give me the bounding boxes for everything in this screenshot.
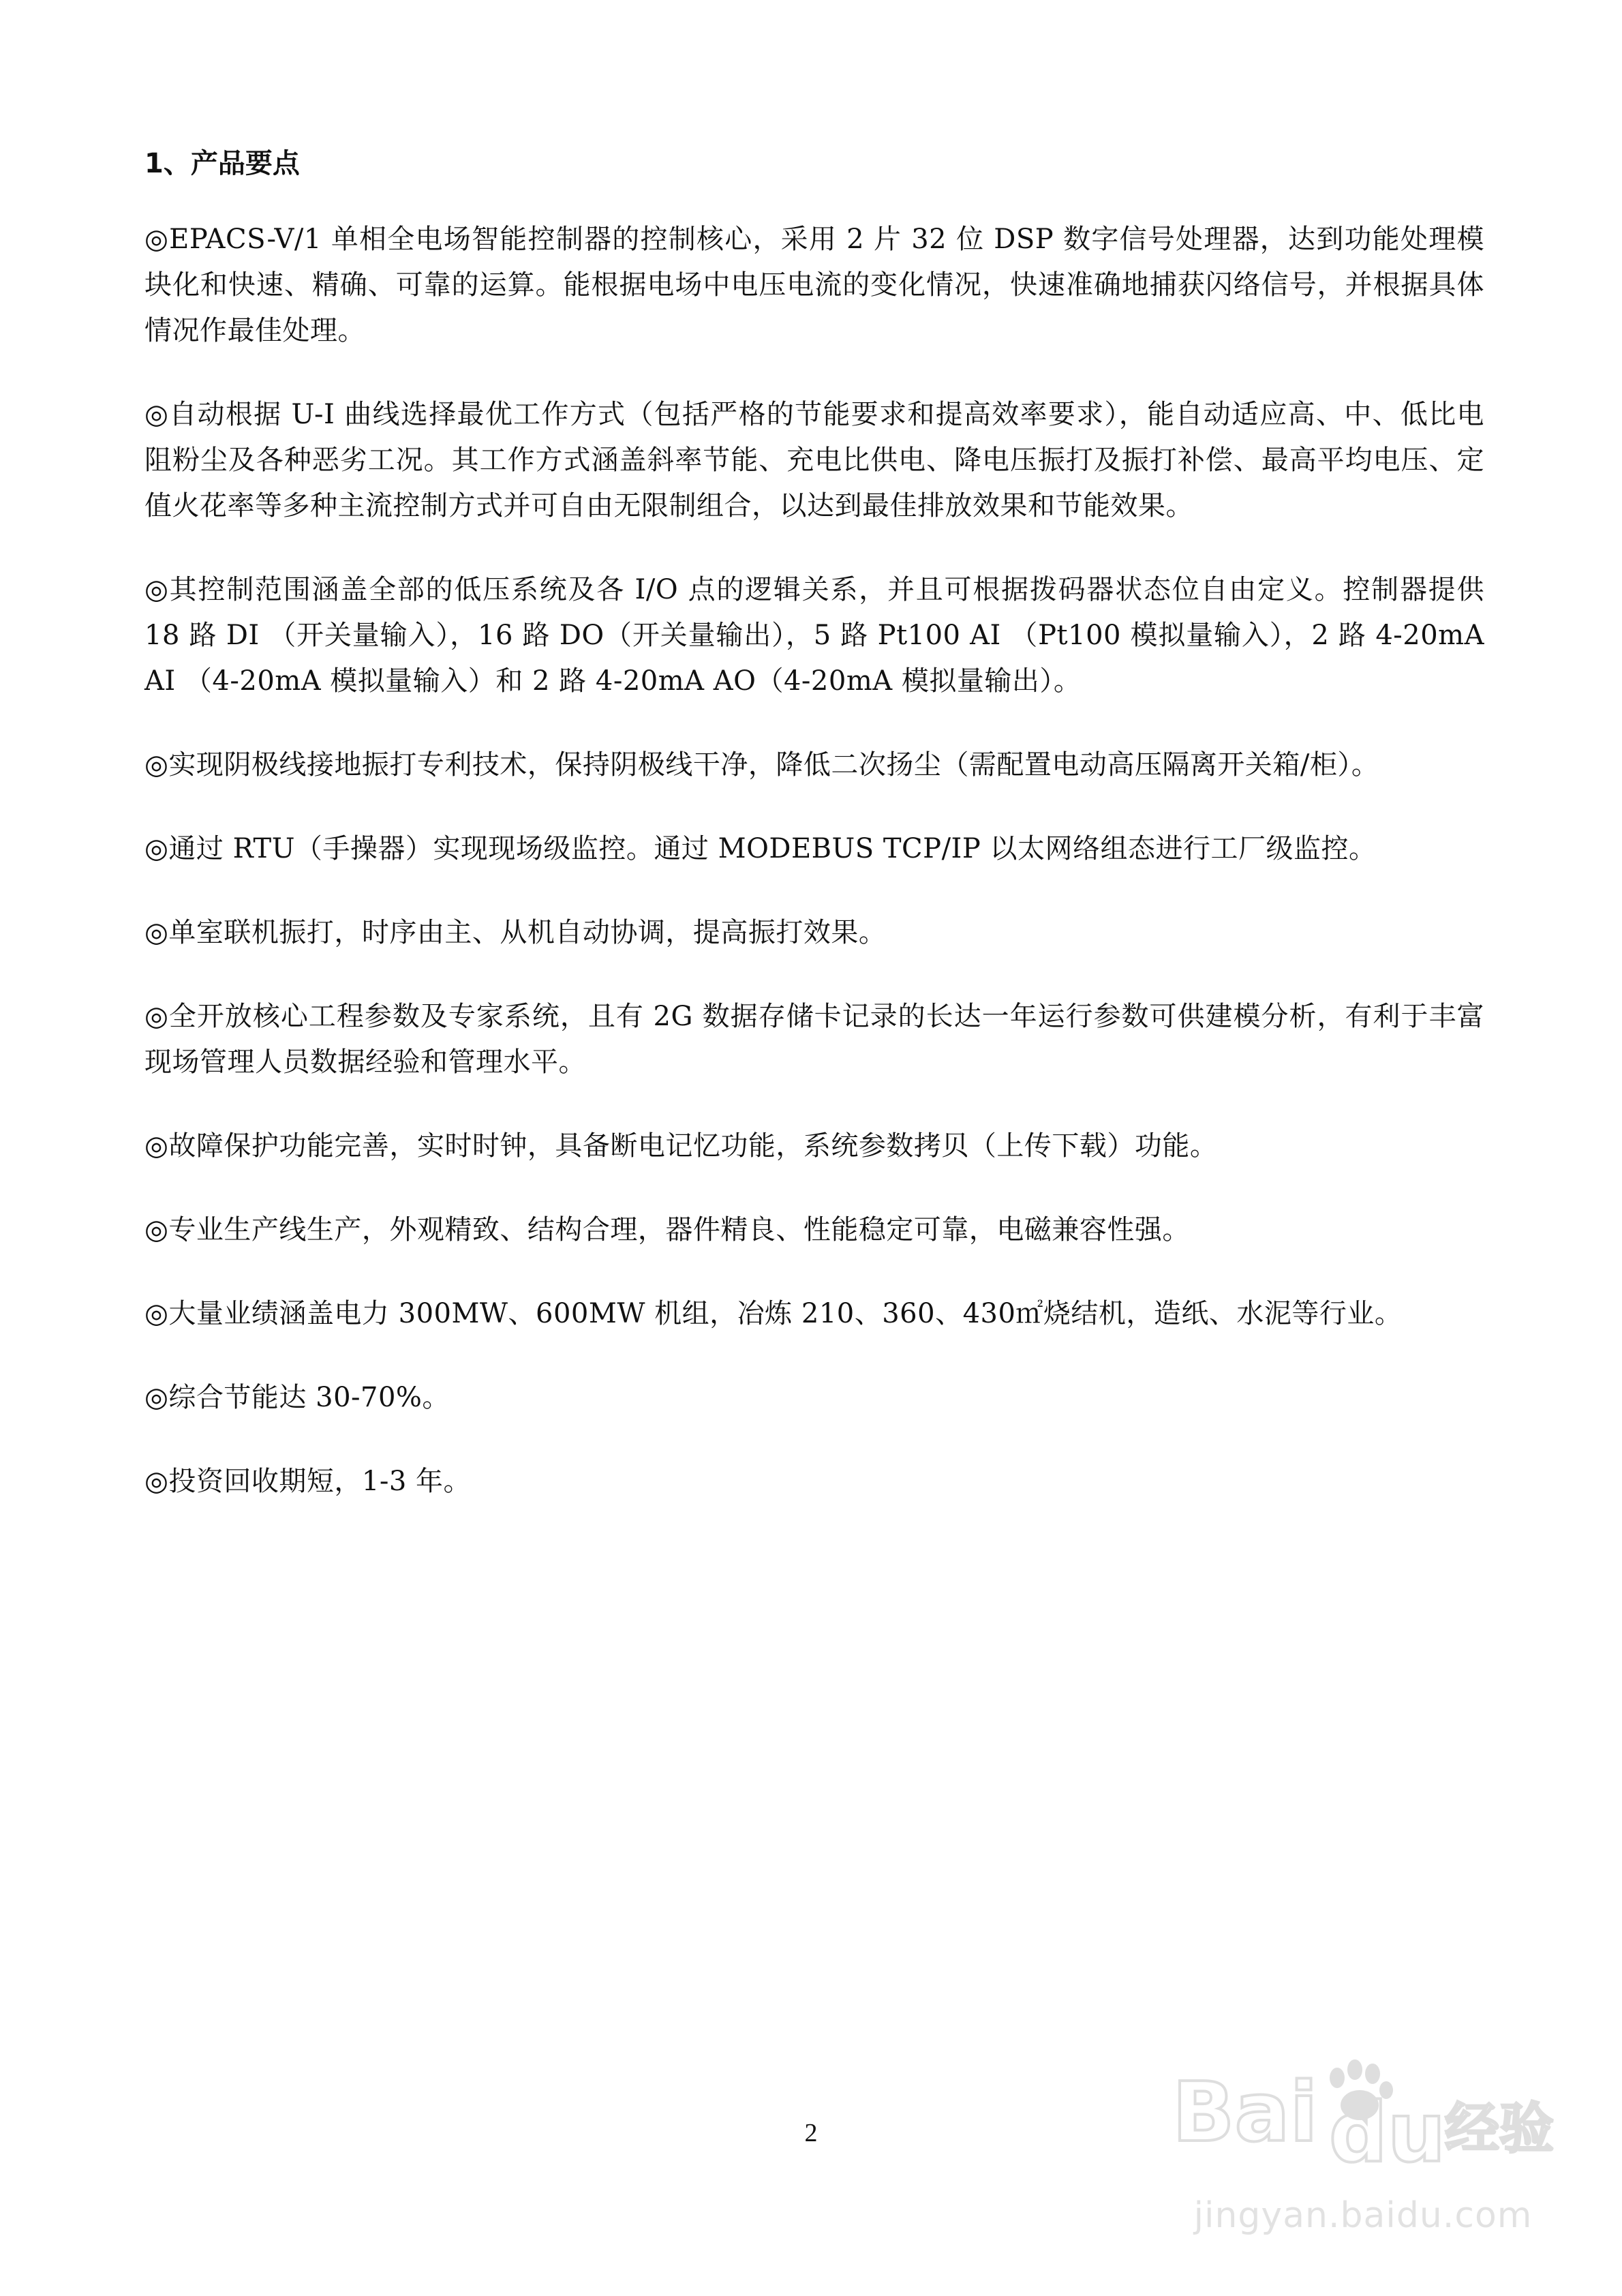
paragraph-control-range: ◎其控制范围涵盖全部的低压系统及各 I/O 点的逻辑关系，并且可根据拨码器状态位自由定义。控制器提供 18 路 DI （开关量输入），16 路 DO（开关量输出），5 路 Pt100 AI （Pt100 模拟量输入），2 路 4-20mA AI （4-20mA 模拟量输入）和 2 路 4-20mA AO（4-20mA 模拟量输出）。	[144, 574, 1484, 697]
paragraph-production: ◎专业生产线生产，外观精致、结构合理，器件精良、性能稳定可靠，电磁兼容性强。	[144, 1214, 1190, 1245]
paragraph-payback: ◎投资回收期短，1-3 年。	[144, 1466, 472, 1497]
paragraph-fault-protection: ◎故障保护功能完善，实时时钟，具备断电记忆功能，系统参数拷贝（上传下载）功能。	[144, 1130, 1218, 1162]
paragraph-open-parameters: ◎全开放核心工程参数及专家系统，且有 2G 数据存储卡记录的长达一年运行参数可供建模分析，有利于丰富现场管理人员数据经验和管理水平。	[144, 1001, 1484, 1078]
paragraph-single-room-rapping: ◎单室联机振打，时序由主、从机自动协调，提高振打效果。	[144, 917, 887, 948]
section-heading: 1、产品要点	[144, 148, 300, 179]
baidu-logo	[1159, 2038, 1567, 2175]
page-number: 2	[804, 2119, 818, 2147]
baidu-jingyan-watermark	[1159, 2038, 1567, 2263]
paragraph-cathode-rapping: ◎实现阴极线接地振打专利技术，保持阴极线干净，降低二次扬尘（需配置电动高压隔离开关箱/柜）。	[144, 749, 1379, 781]
paragraph-references: ◎大量业绩涵盖电力 300MW、600MW 机组，冶炼 210、360、430㎡烧结机，造纸、水泥等行业。	[144, 1298, 1403, 1329]
svg-text:Bai: Bai	[1172, 2066, 1318, 2160]
svg-text:经验: 经验	[1445, 2097, 1554, 2160]
document-body	[144, 217, 1484, 1543]
paragraph-core-controller: ◎EPACS-V/1 单相全电场智能控制器的控制核心，采用 2 片 32 位 DSP 数字信号处理器，达到功能处理模块化和快速、精确、可靠的运算。能根据电场中电压电流的变化情况，快速准确地捕获闪络信号，并根据具体情况作最佳处理。	[144, 224, 1484, 346]
paragraph-monitoring: ◎通过 RTU（手操器）实现现场级监控。通过 MODEBUS TCP/IP 以太网络组态进行工厂级监控。	[144, 833, 1377, 864]
paragraph-auto-mode: ◎自动根据 U-I 曲线选择最优工作方式（包括严格的节能要求和提高效率要求），能自动适应高、中、低比电阻粉尘及各种恶劣工况。其工作方式涵盖斜率节能、充电比供电、降电压振打及振打补偿、最高平均电压、定值火花率等多种主流控制方式并可自由无限制组合，以达到最佳排放效果和节能效果。	[144, 399, 1484, 522]
watermark-url: jingyan.baidu.com	[1193, 2195, 1533, 2236]
paragraph-energy-saving: ◎综合节能达 30-70%。	[144, 1382, 450, 1413]
svg-text:du: du	[1329, 2086, 1446, 2175]
